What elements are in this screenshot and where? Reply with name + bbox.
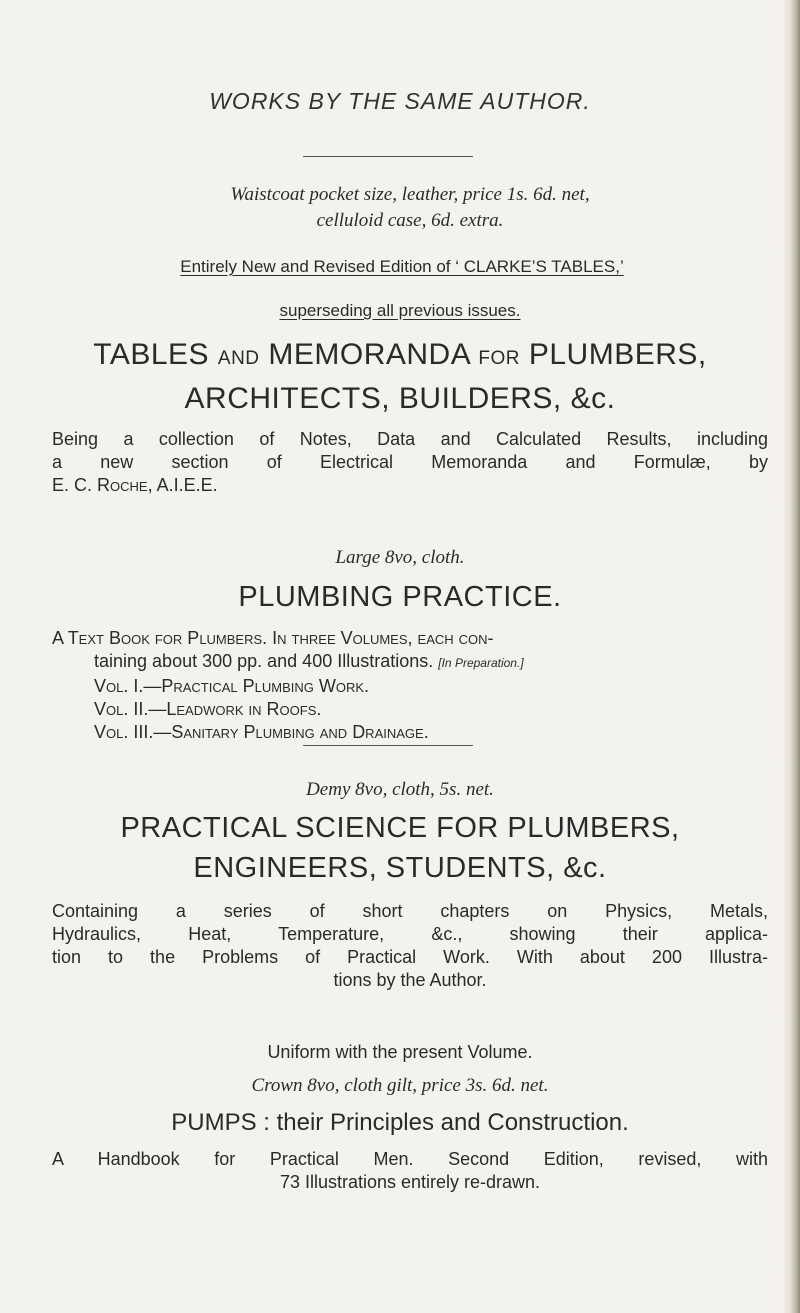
book3-format: Demy 8vo, cloth, 5s. net. — [306, 779, 494, 800]
book1-title — [0, 335, 800, 419]
book1-superseding: superseding all previous issues. — [279, 301, 521, 320]
book3-title-line1: PRACTICAL SCIENCE FOR PLUMBERS, — [120, 812, 680, 844]
title-word: MEMORANDA — [268, 338, 470, 371]
title-word: TABLES — [93, 338, 210, 371]
book3-description — [52, 900, 768, 992]
book1-desc-line1: Being a collection of Notes, Data and Calculated Results, including — [52, 429, 768, 449]
book1-desc-line2: a new section of Electrical Memoranda and Formulæ, by — [52, 452, 768, 472]
book4-description — [52, 1148, 768, 1194]
book4-desc-line1: A Handbook for Practical Men. Second Edition, revised, with — [52, 1149, 768, 1169]
book1-author: E. C. Roche, A.I.E.E. — [52, 475, 218, 495]
book2-desc-line2: taining about 300 pp. and 400 Illustrations. — [94, 651, 434, 671]
book3-desc-line3: tion to the Problems of Practical Work. With about 200 Illustra- — [52, 947, 768, 967]
book3-title-line2: ENGINEERS, STUDENTS, &c. — [193, 852, 607, 884]
book2-desc-line1: A Text Book for Plumbers. In three Volumes, each con- — [52, 628, 494, 648]
book3-desc-line4: tions by the Author. — [333, 970, 487, 990]
book1-format-line2: celluloid case, 6d. extra. — [316, 210, 504, 231]
title-word: PLUMBERS, — [528, 338, 707, 371]
book4-format: Crown 8vo, cloth gilt, price 3s. 6d. net. — [251, 1075, 549, 1096]
book3-title — [0, 808, 800, 888]
book1-format-line1: Waistcoat pocket size, leather, price 1s. 6d. net, — [230, 184, 590, 205]
page-title: WORKS BY THE SAME AUTHOR. — [209, 88, 591, 114]
book2-note: [In Preparation.] — [438, 656, 524, 670]
title-word: FOR — [478, 348, 521, 369]
divider — [303, 745, 473, 746]
book2-description — [52, 627, 768, 744]
book2-desc-line2-wrap — [52, 650, 768, 675]
book1-title-line1 — [0, 335, 800, 379]
book1-title-line2: ARCHITECTS, BUILDERS, &c. — [184, 382, 616, 415]
book4-desc-line2: 73 Illustrations entirely re-drawn. — [279, 1172, 541, 1192]
book2-title: PLUMBING PRACTICE. — [238, 581, 562, 613]
book2-volume: Vol. II.—Leadwork in Roofs. — [94, 699, 322, 719]
book2-volume: Vol. I.—Practical Plumbing Work. — [94, 676, 370, 696]
book2-volume: Vol. III.—Sanitary Plumbing and Drainage. — [94, 722, 429, 742]
book1-format — [52, 183, 768, 233]
book2-format: Large 8vo, cloth. — [335, 547, 465, 568]
book3-desc-line1: Containing a series of short chapters on Physics, Metals, — [52, 901, 768, 921]
title-word: AND — [217, 348, 260, 369]
book4-title: PUMPS : their Principles and Construction. — [171, 1109, 629, 1136]
divider — [303, 156, 473, 157]
book1-edition: Entirely New and Revised Edition of ‘ CLARKE’S TABLES,’ — [180, 257, 624, 276]
book1-description — [52, 428, 768, 497]
book3-desc-line2: Hydraulics, Heat, Temperature, &c., showing their applica- — [52, 924, 768, 944]
book4-uniform: Uniform with the present Volume. — [267, 1042, 533, 1062]
